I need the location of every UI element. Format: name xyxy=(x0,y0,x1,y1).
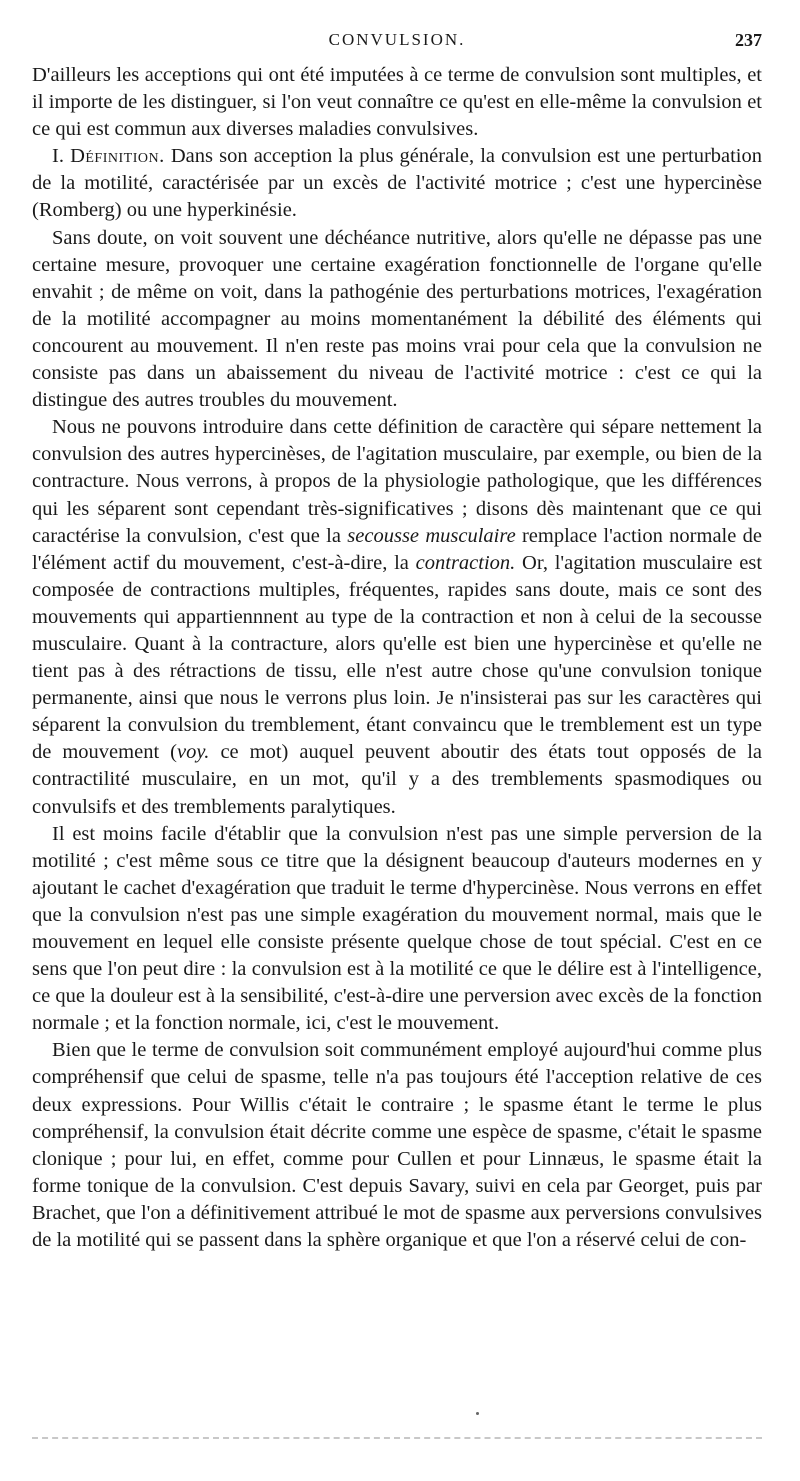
emphasis-secousse: secousse musculaire xyxy=(347,524,516,547)
page-body xyxy=(32,62,762,1254)
emphasis-contraction: contraction. xyxy=(415,551,516,574)
print-speck xyxy=(476,1412,479,1415)
emphasis-voy: voy. xyxy=(176,741,210,764)
paragraph-definition: I. Définition. Dans son acception la plus générale, la convulsion est une perturbation de la motilité, caractérisée par un excès de l'activité motrice ; c'est une hypercinèse (Romberg) ou une hyperkinésie. xyxy=(32,145,763,222)
paragraph-1: D'ailleurs les acceptions qui ont été imputées à ce terme de convulsion sont multiples, et il importe de les distinguer, si l'on veut connaître ce qu'est en elle-même la convulsion et ce qui est commun aux diverses maladies convulsives. xyxy=(32,64,762,141)
paragraph-6: Bien que le terme de convulsion soit communément employé aujourd'hui comme plus compréhensif que celui de spasme, telle n'a pas toujours été l'acception relative de ces deux expressions. Pour Willis c'était le contraire ; le spasme étant le terme le plus compréhensif, la convulsion était décrite comme une espèce de spasme, c'était le spasme clonique ; pour lui, en effet, comme pour Cullen et pour Linnæus, le spasme était la forme tonique de la convulsion. C'est depuis Savary, suivi en cela par Georget, puis par Brachet, que l'on a définitivement attribué le mot de spasme aux perversions convulsives de la motilité qui se passent dans la sphère organique et que l'on a réservé celui de con- xyxy=(32,1039,762,1252)
page-number: 237 xyxy=(735,30,762,50)
page-header xyxy=(32,30,762,54)
paragraph-4: Nous ne pouvons introduire dans cette définition de caractère qui sépare nettement la convulsion des autres hypercinèses, de l'agitation musculaire, par exemple, ou bien de la contracture. Nous verrons, à propos de la physiologie pathologique, que les différences qui les séparent sont cependant très-significatives ; disons dès maintenant que ce qui caractérise la convulsion, c'est que la secousse musculaire remplace l'action normale de l'élément actif du mouvement, c'est-à-dire, la contraction. Or, l'agitation musculaire est composée de contractions multiples, fréquentes, rapides sans doute, mais ce sont des mouvements qui appartiennnent au type de la contraction et non à celui de la secousse musculaire. Quant à la contracture, alors qu'elle est bien une hypercinèse et qu'elle ne tient pas à des rétractions de tissu, elle n'est autre chose qu'une convulsion tonique permanente, ainsi que nous le verrons plus loin. Je n'insisterai pas sur les caractères qui séparent la convulsion du tremblement, étant convaincu que le tremblement est un type de mouvement (voy. ce mot) auquel peuvent aboutir des états tout opposés de la contractilité musculaire, en un mot, qu'il y a des tremblements spasmodiques ou convulsifs et des tremblements paralytiques. xyxy=(32,416,763,818)
footer-rule xyxy=(32,1437,762,1439)
section-heading: Définition. xyxy=(70,145,165,168)
section-number: I. xyxy=(52,145,64,168)
paragraph-3: Sans doute, on voit souvent une déchéance nutritive, alors qu'elle ne dépasse pas une certaine mesure, provoquer une certaine exagération fonctionnelle de l'organe qu'elle envahit ; de même on voit, dans la pathogénie des perturbations motrices, l'exagération de la motilité accompagner au moins momentanément la débilité des éléments qui concourent au mouvement. Il n'en reste pas moins vrai pour cela que la convulsion ne consiste pas dans un abaissement du niveau de l'activité motrice : c'est ce qui la distingue des autres troubles du mouvement. xyxy=(32,226,762,412)
paragraph-5: Il est moins facile d'établir que la convulsion n'est pas une simple perversion de la motilité ; c'est même sous ce titre que la désignent beaucoup d'auteurs modernes en y ajoutant le cachet d'exagération que traduit le terme d'hypercinèse. Nous verrons en effet que la convulsion n'est pas une simple exagération du mouvement normal, mais que le mouvement en lequel elle consiste présente quelque chose de tout spécial. C'est en ce sens que l'on peut dire : la convulsion est à la motilité ce que le délire est à l'intelligence, ce que la douleur est à la sensibilité, c'est-à-dire une perversion avec excès de la fonction normale ; et la fonction normale, ici, c'est le mouvement. xyxy=(32,822,762,1035)
running-title: CONVULSION. xyxy=(328,30,466,49)
